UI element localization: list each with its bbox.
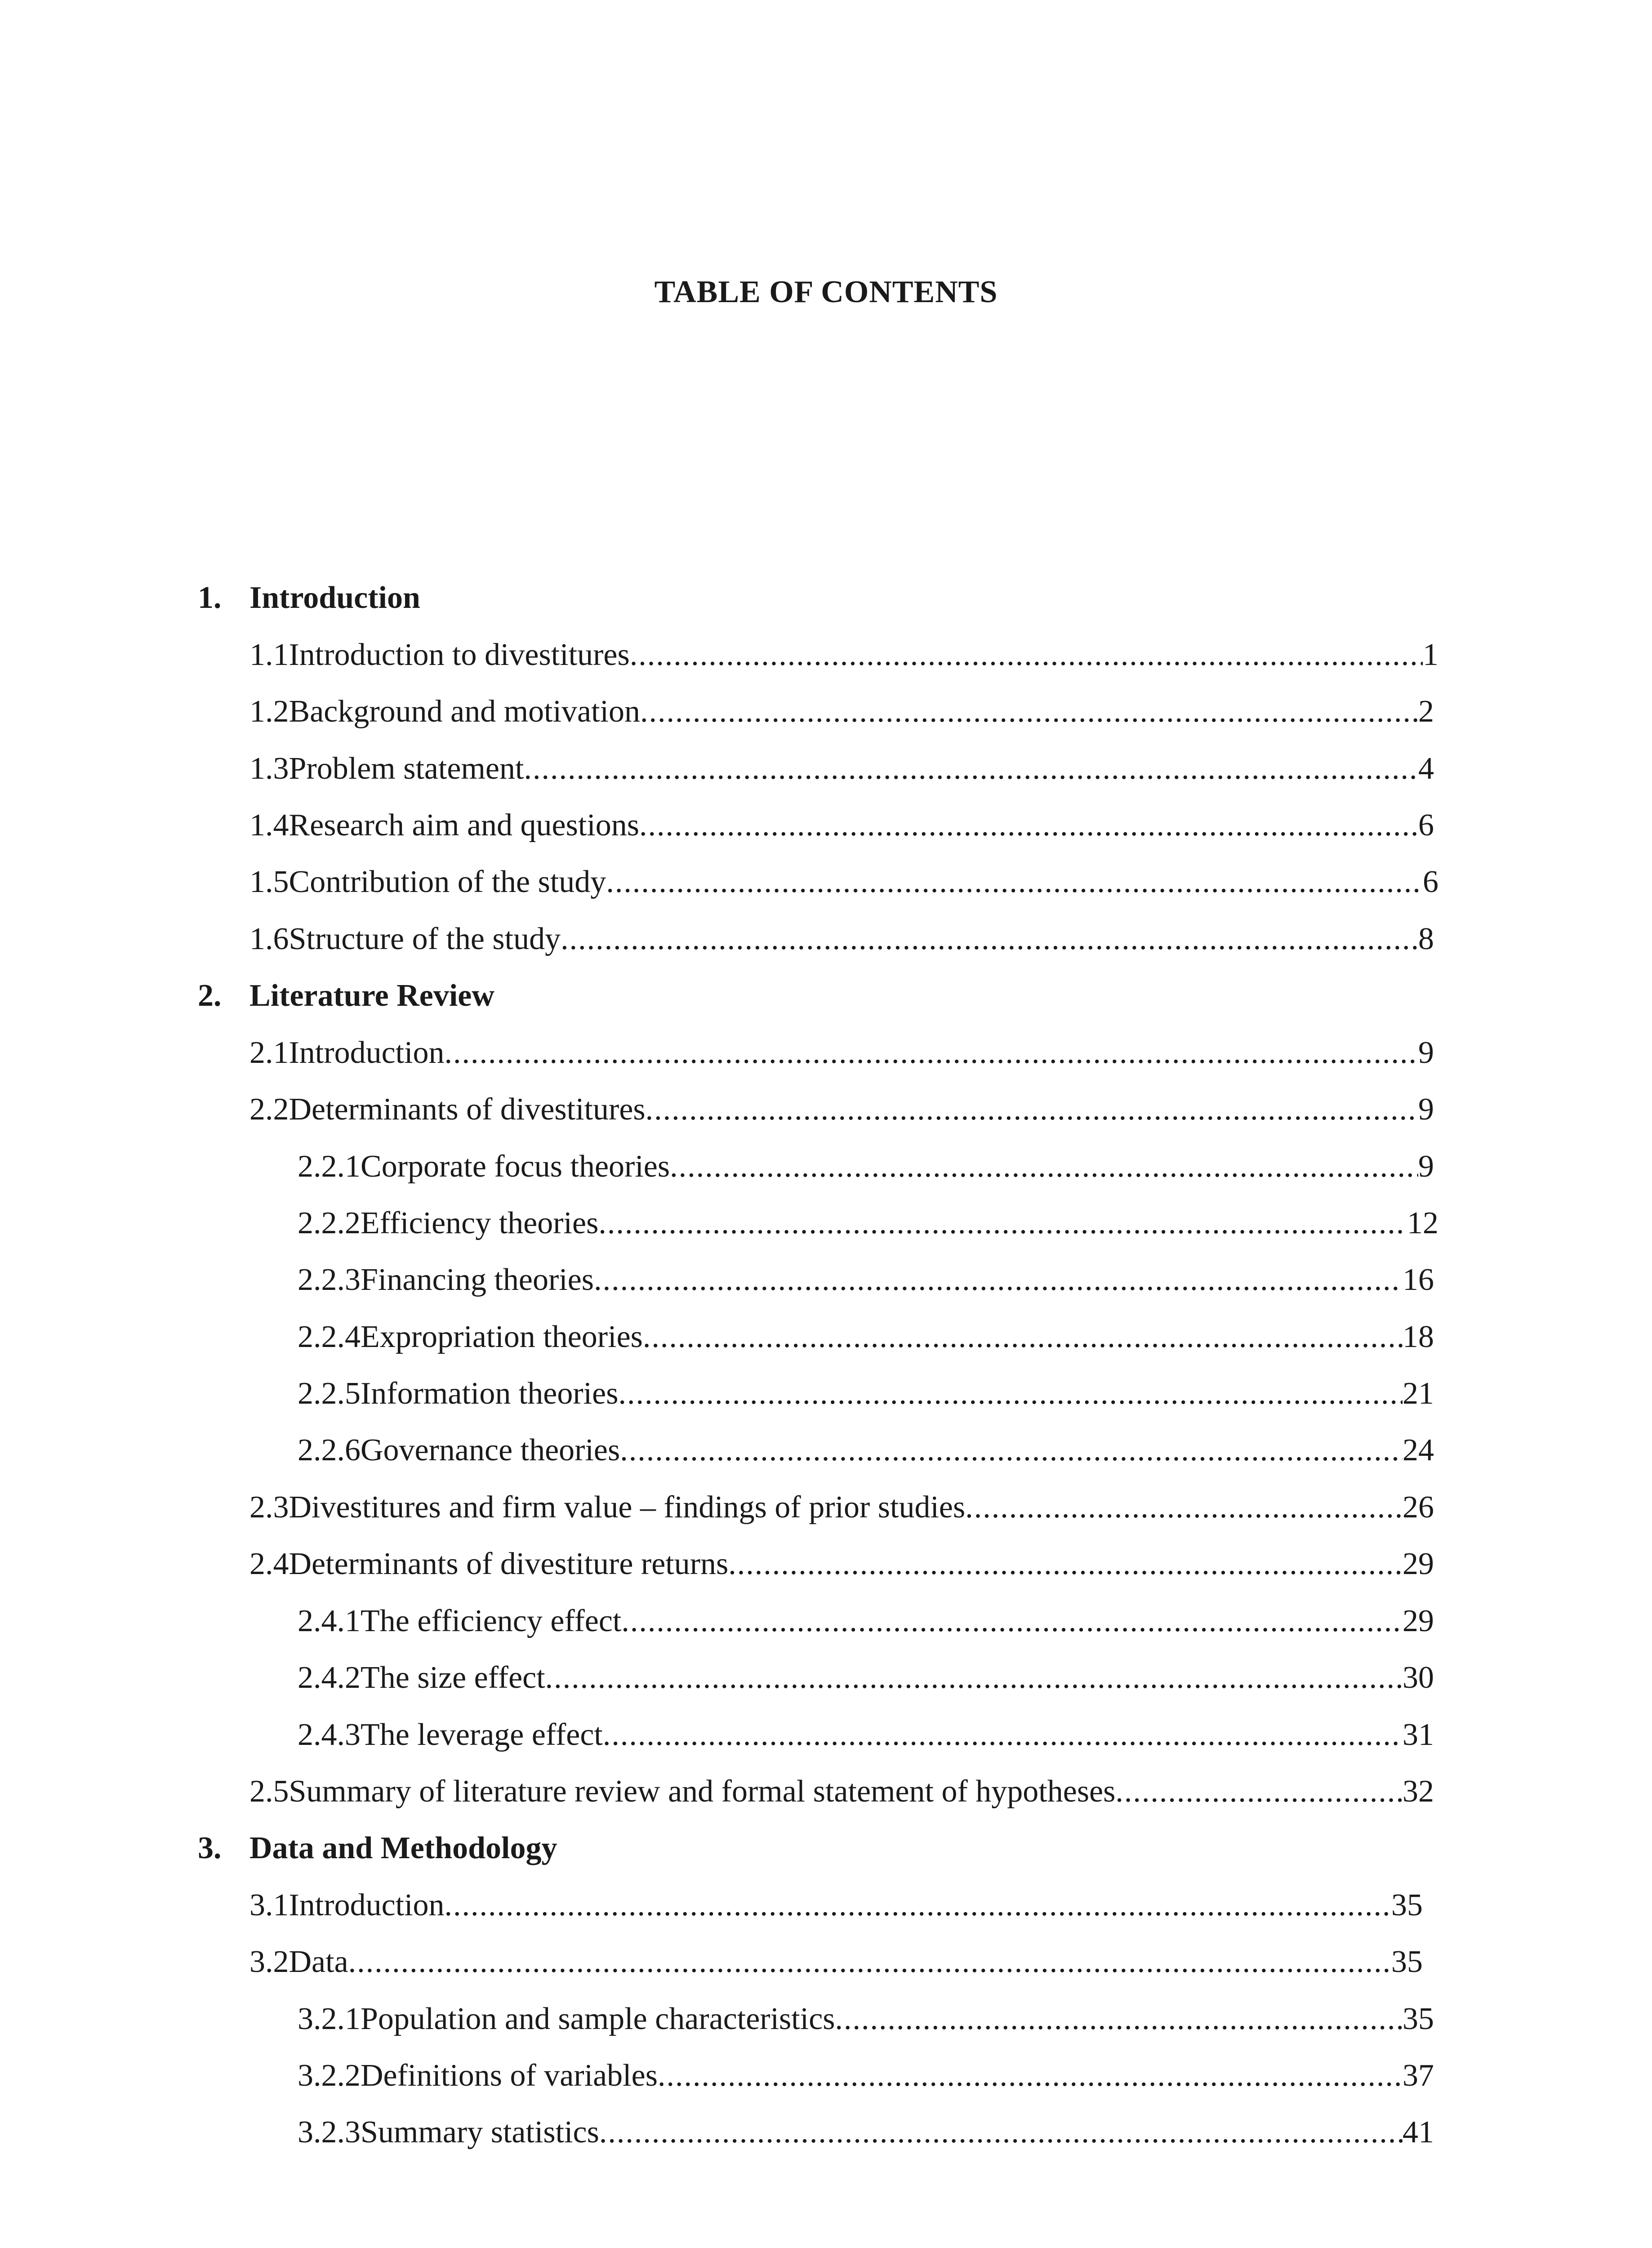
- toc-number: 1.4: [249, 808, 289, 843]
- toc-label: Determinants of divestitures: [289, 1092, 646, 1127]
- toc-number: 2.4: [249, 1547, 289, 1581]
- toc-leader-dots: [445, 1037, 1418, 1069]
- toc-number: 3.1: [249, 1888, 289, 1922]
- toc-label: Financing theories: [361, 1262, 594, 1297]
- toc-label: Summary statistics: [361, 2115, 599, 2150]
- toc-label: Determinants of divestiture returns: [289, 1547, 729, 1581]
- toc-label: Research aim and questions: [289, 808, 640, 843]
- toc-page-number: 35: [1403, 2002, 1434, 2036]
- toc-number: 2.5: [249, 1774, 289, 1809]
- toc-leader-dots: [599, 2117, 1403, 2148]
- toc-page-number: 9: [1418, 1149, 1434, 1184]
- toc-number: 3.2: [249, 1945, 289, 1979]
- toc-page-number: 31: [1403, 1717, 1434, 1752]
- toc-label: Introduction to divestitures: [289, 638, 630, 672]
- toc-page-number: 12: [1407, 1206, 1438, 1240]
- toc-label: Introduction: [289, 1888, 445, 1922]
- toc-chapter-3[interactable]: [198, 1833, 557, 1864]
- toc-entry-2-2-4[interactable]: [298, 1321, 1434, 1353]
- toc-number: 1.: [198, 580, 222, 615]
- toc-number: 2.2.3: [298, 1262, 361, 1297]
- toc-entry-2-2[interactable]: [249, 1094, 1434, 1125]
- toc-leader-dots: [835, 2003, 1403, 2035]
- toc-number: 3.2.2: [298, 2058, 361, 2093]
- toc-leader-dots: [620, 1435, 1403, 1466]
- toc-label: Literature Review: [249, 978, 494, 1013]
- toc-label: Expropriation theories: [361, 1320, 643, 1354]
- toc-page-number: 37: [1403, 2058, 1434, 2093]
- toc-label: Problem statement: [289, 751, 524, 786]
- toc-number: 1.6: [249, 922, 289, 956]
- toc-label: Information theories: [361, 1376, 619, 1411]
- toc-entry-1-1[interactable]: [249, 639, 1438, 671]
- toc-leader-dots: [1115, 1776, 1403, 1807]
- toc-leader-dots: [670, 1151, 1418, 1182]
- toc-label: Summary of literature review and formal statement of hypotheses: [289, 1774, 1116, 1809]
- toc-label: Structure of the study: [289, 922, 561, 956]
- toc-entry-2-1[interactable]: [249, 1037, 1434, 1069]
- toc-leader-dots: [603, 1719, 1403, 1751]
- toc-number: 2.4.3: [298, 1717, 361, 1752]
- toc-label: Efficiency theories: [361, 1206, 599, 1240]
- toc-entry-1-5[interactable]: [249, 866, 1438, 898]
- toc-label: Introduction: [249, 580, 420, 615]
- toc-leader-dots: [643, 1321, 1403, 1353]
- toc-leader-dots: [646, 1094, 1418, 1125]
- toc-entry-1-6[interactable]: [249, 923, 1434, 955]
- toc-label: Definitions of variables: [361, 2058, 658, 2093]
- toc-label: Governance theories: [361, 1433, 620, 1467]
- toc-number: 1.2: [249, 694, 289, 729]
- toc-entry-2-5[interactable]: [249, 1776, 1434, 1807]
- toc-chapter-1[interactable]: [198, 582, 420, 614]
- toc-number: 2.2.5: [298, 1376, 361, 1411]
- toc-entry-2-2-6[interactable]: [298, 1435, 1434, 1466]
- toc-label: Data: [289, 1945, 348, 1979]
- toc-entry-2-2-5[interactable]: [298, 1378, 1434, 1409]
- toc-number: 2.: [198, 978, 222, 1013]
- toc-leader-dots: [618, 1378, 1403, 1409]
- toc-page-number: 9: [1418, 1092, 1434, 1127]
- toc-entry-3-2-1[interactable]: [298, 2003, 1434, 2035]
- toc-page-number: 16: [1403, 1262, 1434, 1297]
- toc-label: Introduction: [289, 1035, 445, 1070]
- toc-leader-dots: [728, 1548, 1403, 1580]
- toc-number: 2.2.2: [298, 1206, 361, 1240]
- toc-leader-dots: [524, 753, 1418, 785]
- toc-label: Population and sample characteristics: [361, 2002, 835, 2036]
- toc-leader-dots: [606, 866, 1423, 898]
- toc-leader-dots: [639, 810, 1418, 841]
- toc-label: The size effect: [361, 1660, 545, 1695]
- toc-number: 3.2.1: [298, 2002, 361, 2036]
- toc-number: 2.3: [249, 1490, 289, 1525]
- toc-leader-dots: [621, 1606, 1403, 1637]
- toc-entry-1-2[interactable]: [249, 696, 1434, 727]
- toc-page-number: 24: [1403, 1433, 1434, 1467]
- toc-label: Data and Methodology: [249, 1831, 557, 1865]
- toc-page-number: 21: [1403, 1376, 1434, 1411]
- toc-label: The efficiency effect: [361, 1604, 622, 1638]
- toc-label: Corporate focus theories: [361, 1149, 670, 1184]
- toc-page-number: 26: [1403, 1490, 1434, 1525]
- toc-number: 1.1: [249, 638, 289, 672]
- toc-page-number: 6: [1423, 865, 1438, 899]
- toc-leader-dots: [561, 923, 1418, 955]
- toc-number: 2.2.4: [298, 1320, 361, 1354]
- toc-entry-3-2[interactable]: [249, 1946, 1423, 1978]
- toc-page-number: 4: [1418, 751, 1434, 786]
- toc-page-number: 1: [1423, 638, 1438, 672]
- toc-leader-dots: [545, 1662, 1403, 1694]
- toc-number: 2.2.6: [298, 1433, 361, 1467]
- toc-number: 3.: [198, 1831, 222, 1865]
- toc-entry-2-4-3[interactable]: [298, 1719, 1434, 1751]
- toc-page-number: 2: [1418, 694, 1434, 729]
- toc-leader-dots: [965, 1492, 1403, 1523]
- toc-entry-2-4[interactable]: [249, 1548, 1434, 1580]
- toc-page-number: 8: [1418, 922, 1434, 956]
- toc-page-number: 29: [1403, 1547, 1434, 1581]
- toc-entry-2-3[interactable]: [249, 1492, 1434, 1523]
- toc-entry-2-4-1[interactable]: [298, 1606, 1434, 1637]
- toc-number: 3.2.3: [298, 2115, 361, 2150]
- toc-entry-2-4-2[interactable]: [298, 1662, 1434, 1694]
- toc-entry-2-2-2[interactable]: [298, 1208, 1438, 1239]
- toc-page-number: 32: [1403, 1774, 1434, 1809]
- toc-entry-3-2-2[interactable]: [298, 2060, 1434, 2092]
- toc-leader-dots: [630, 639, 1423, 671]
- toc-number: 1.5: [249, 865, 289, 899]
- toc-entry-2-2-3[interactable]: [298, 1264, 1434, 1296]
- toc-leader-dots: [348, 1946, 1391, 1978]
- toc-number: 2.4.2: [298, 1660, 361, 1695]
- toc-number: 2.2.1: [298, 1149, 361, 1184]
- toc-page-number: 18: [1403, 1320, 1434, 1354]
- toc-leader-dots: [598, 1208, 1407, 1239]
- toc-entry-1-4[interactable]: [249, 810, 1434, 841]
- toc-label: Contribution of the study: [289, 865, 606, 899]
- toc-page-number: 35: [1391, 1888, 1423, 1922]
- toc-leader-dots: [658, 2060, 1403, 2092]
- toc-number: 2.2: [249, 1092, 289, 1127]
- toc-number: 2.1: [249, 1035, 289, 1070]
- toc-entry-3-2-3[interactable]: [298, 2117, 1434, 2148]
- toc-leader-dots: [594, 1264, 1403, 1296]
- toc-page-number: 41: [1403, 2115, 1434, 2150]
- toc-entry-1-3[interactable]: [249, 753, 1434, 785]
- toc-leader-dots: [640, 696, 1418, 727]
- toc-label: The leverage effect: [361, 1717, 603, 1752]
- page-title: TABLE OF CONTENTS: [654, 275, 998, 309]
- toc-entry-3-1[interactable]: [249, 1890, 1423, 1921]
- toc-number: 1.3: [249, 751, 289, 786]
- toc-label: Divestitures and firm value – findings of prior studies: [289, 1490, 966, 1525]
- toc-page-number: 9: [1418, 1035, 1434, 1070]
- toc-number: 2.4.1: [298, 1604, 361, 1638]
- toc-page-number: 29: [1403, 1604, 1434, 1638]
- toc-chapter-2[interactable]: [198, 980, 494, 1012]
- toc-page-number: 35: [1391, 1945, 1423, 1979]
- toc-page-number: 6: [1418, 808, 1434, 843]
- toc-label: Background and motivation: [289, 694, 641, 729]
- toc-entry-2-2-1[interactable]: [298, 1151, 1434, 1182]
- toc-leader-dots: [445, 1890, 1391, 1921]
- toc-page-number: 30: [1403, 1660, 1434, 1695]
